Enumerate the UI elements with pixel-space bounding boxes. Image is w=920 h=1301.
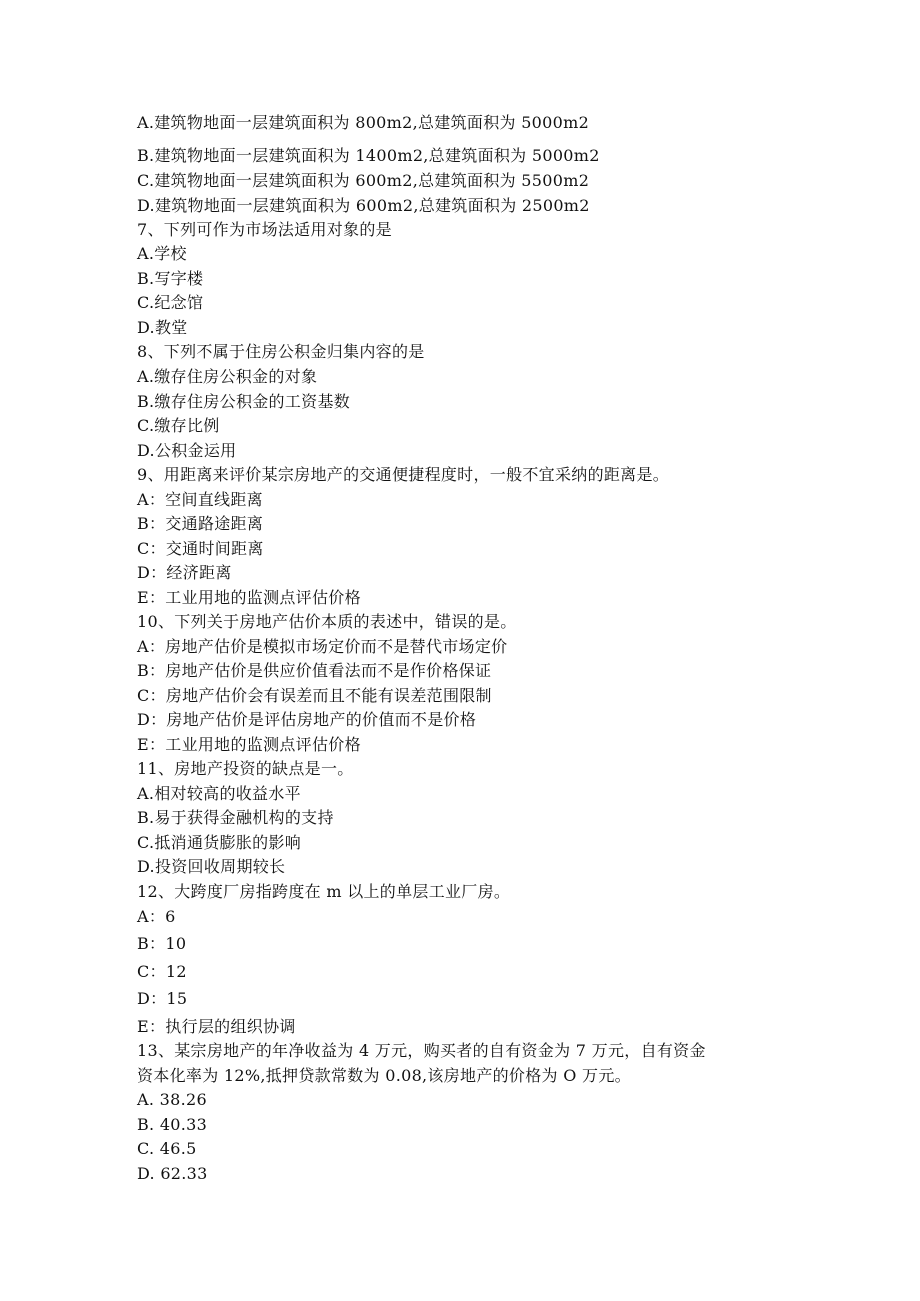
option-line: D.建筑物地面一层建筑面积为 600m2,总建筑面积为 2500m2 (137, 196, 590, 215)
option-line: A：房地产估价是模拟市场定价而不是替代市场定价 (137, 637, 508, 656)
option-line: D：房地产估价是评估房地产的价值而不是价格 (137, 710, 477, 729)
question-line: 资本化率为 12%,抵押贷款常数为 0.08,该房地产的价格为 O 万元。 (137, 1066, 631, 1085)
question-line: 12、大跨度厂房指跨度在 m 以上的单层工业厂房。 (137, 882, 511, 901)
option-line: A：空间直线距离 (137, 490, 263, 509)
option-line: B.建筑物地面一层建筑面积为 1400m2,总建筑面积为 5000m2 (137, 146, 600, 165)
option-line: B.易于获得金融机构的支持 (137, 808, 334, 827)
option-line: C：交通时间距离 (137, 539, 264, 558)
option-line: E：工业用地的监测点评估价格 (137, 588, 361, 607)
question-line: 7、下列可作为市场法适用对象的是 (137, 220, 392, 239)
option-line: B. 40.33 (137, 1115, 208, 1134)
option-line: C.纪念馆 (137, 293, 204, 312)
option-line: A.建筑物地面一层建筑面积为 800m2,总建筑面积为 5000m2 (137, 113, 590, 132)
option-line: E：工业用地的监测点评估价格 (137, 735, 361, 754)
option-line: D：经济距离 (137, 563, 232, 582)
option-line: D. 62.33 (137, 1164, 208, 1183)
option-line: C.抵消通货膨胀的影响 (137, 833, 302, 852)
option-line: D.投资回收周期较长 (137, 857, 286, 876)
option-line: E：执行层的组织协调 (137, 1017, 296, 1036)
option-line: B：房地产估价是供应价值看法而不是作价格保证 (137, 661, 492, 680)
question-line: 13、某宗房地产的年净收益为 4 万元，购买者的自有资金为 7 万元，自有资金 (137, 1041, 706, 1060)
option-line: A. 38.26 (137, 1090, 207, 1109)
option-line: D.教堂 (137, 318, 188, 337)
option-line: D：15 (137, 989, 188, 1008)
option-line: B.缴存住房公积金的工资基数 (137, 392, 351, 411)
option-line: A：6 (137, 907, 176, 926)
question-line: 8、下列不属于住房公积金归集内容的是 (137, 342, 425, 361)
question-line: 9、用距离来评价某宗房地产的交通便捷程度时，一般不宜采纳的距离是。 (137, 465, 670, 484)
option-line: B：10 (137, 934, 187, 953)
question-line: 10、下列关于房地产估价本质的表述中，错误的是。 (137, 612, 517, 631)
option-line: D.公积金运用 (137, 441, 237, 460)
option-line: C.建筑物地面一层建筑面积为 600m2,总建筑面积为 5500m2 (137, 171, 590, 190)
option-line: C.缴存比例 (137, 416, 220, 435)
option-line: A.学校 (137, 244, 187, 263)
option-line: B：交通路途距离 (137, 514, 264, 533)
option-line: A.缴存住房公积金的对象 (137, 367, 318, 386)
question-line: 11、房地产投资的缺点是一。 (137, 759, 354, 778)
option-line: C：12 (137, 962, 187, 981)
option-line: C. 46.5 (137, 1139, 197, 1158)
option-line: B.写字楼 (137, 269, 204, 288)
option-line: C：房地产估价会有误差而且不能有误差范围限制 (137, 686, 492, 705)
option-line: A.相对较高的收益水平 (137, 784, 301, 803)
